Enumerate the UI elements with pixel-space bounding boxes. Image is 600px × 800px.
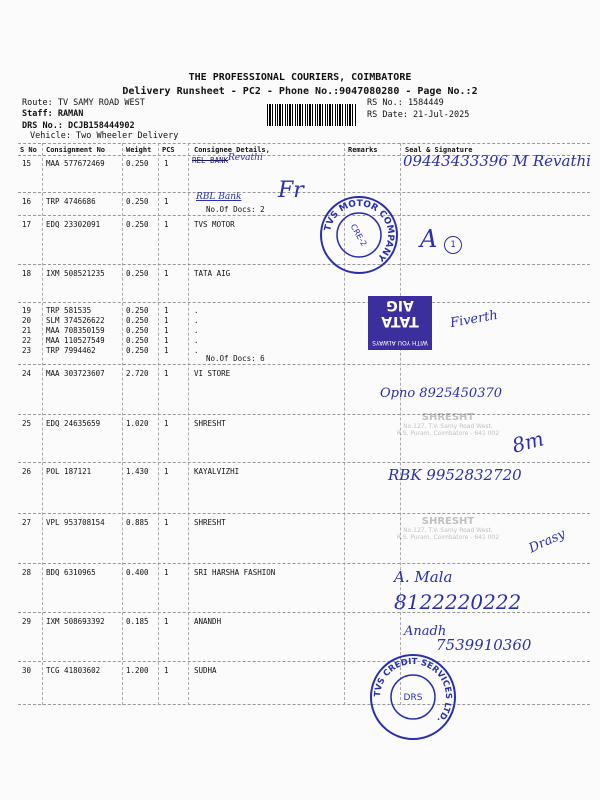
row-consignment: VPL 953708154 xyxy=(46,518,105,527)
staff: Staff: RAMAN xyxy=(22,109,84,119)
col-sep xyxy=(188,143,189,705)
row-weight: 0.185 xyxy=(126,617,149,626)
rs-date: RS Date: 21-Jul-2025 xyxy=(367,110,470,120)
row-consignee: ANANDH xyxy=(194,617,222,626)
row-consignee: . xyxy=(194,316,199,325)
row-consignment: IXM 508521235 xyxy=(46,269,105,278)
signature-r27: Drasy xyxy=(526,526,568,557)
docs-count-note: No.Of Docs: 6 xyxy=(206,354,265,363)
row-consignee: . xyxy=(194,336,199,345)
svg-text:DRS: DRS xyxy=(403,693,423,703)
shresht-stamp: SHRESHT No.127, T.V. Samy Road West, R.S. Puram, Coimbatore - 641 002 xyxy=(396,412,500,437)
handwritten-r24: Opno 8925450370 xyxy=(380,386,503,401)
handwritten-r29-name: Anadh xyxy=(404,624,447,639)
handwritten-r28-phone: 8122220222 xyxy=(394,590,522,614)
row-consignment: BDQ 6310965 xyxy=(46,568,96,577)
svg-text:TVS CREDIT SERVICES LTD.: TVS CREDIT SERVICES LTD. xyxy=(372,656,454,725)
row-divider xyxy=(18,462,590,463)
row-consignee: TATA AIG xyxy=(194,269,231,278)
col-consignment: Consignment No xyxy=(46,146,106,154)
row-sno: 27 xyxy=(22,518,32,527)
row-consignment: MAA 110527549 xyxy=(46,336,105,345)
row-pcs: 1 xyxy=(164,159,169,168)
row-weight: 0.250 xyxy=(126,159,149,168)
row-consignee: SRI HARSHA FASHION xyxy=(194,568,276,577)
company-title: THE PROFESSIONAL COURIERS, COIMBATORE xyxy=(188,72,412,83)
row-consignment: POL 187121 xyxy=(46,467,92,476)
row-pcs: 1 xyxy=(164,306,169,315)
row-sno: 17 xyxy=(22,220,32,229)
row-pcs: 1 xyxy=(164,346,169,355)
row-sno: 24 xyxy=(22,369,32,378)
row-sno: 21 xyxy=(22,326,32,335)
row-weight: 0.250 xyxy=(126,197,149,206)
row-divider xyxy=(18,513,590,514)
row-sno: 30 xyxy=(22,666,32,675)
barcode xyxy=(267,104,357,126)
handwritten-scribble: Revathi xyxy=(228,153,263,163)
row-weight: 1.200 xyxy=(126,666,149,675)
row-pcs: 1 xyxy=(164,568,169,577)
runsheet-subtitle: Delivery Runsheet - PC2 - Phone No.:9047080280 - Page No.:2 xyxy=(122,86,478,97)
row-consignment: TRP 581535 xyxy=(46,306,92,315)
row-weight: 0.250 xyxy=(126,269,149,278)
row-consignment: IXM 508693392 xyxy=(46,617,105,626)
tvs-credit-stamp xyxy=(368,652,458,742)
row-pcs: 1 xyxy=(164,220,169,229)
row-sno: 16 xyxy=(22,197,32,206)
row-weight: 0.250 xyxy=(126,316,149,325)
row-consignee: SHRESHT xyxy=(194,518,226,527)
row-sno: 26 xyxy=(22,467,32,476)
row-sno: 22 xyxy=(22,336,32,345)
row-divider xyxy=(18,215,590,216)
row-divider xyxy=(18,563,590,564)
row-weight: 0.250 xyxy=(126,346,149,355)
row-sno: 20 xyxy=(22,316,32,325)
row-pcs: 1 xyxy=(164,467,169,476)
col-consignee: Consignee Details, xyxy=(194,146,270,154)
row-consignment: EDQ 24635659 xyxy=(46,419,101,428)
rs-number: RS No.: 1584449 xyxy=(367,98,444,108)
col-sep xyxy=(158,143,159,705)
row-consignee: SUDHA xyxy=(194,666,217,675)
row-pcs: 1 xyxy=(164,518,169,527)
row-consignment: MAA 303723607 xyxy=(46,369,105,378)
row-pcs: 1 xyxy=(164,617,169,626)
table-top-rule xyxy=(18,143,590,144)
row-divider xyxy=(18,192,590,193)
tata-aig-stamp: WITH YOU ALWAYS TATA AIG xyxy=(368,296,432,350)
row-divider xyxy=(18,661,590,662)
row-consignee: TVS MOTOR xyxy=(194,220,235,229)
row-weight: 0.250 xyxy=(126,336,149,345)
handwritten-r26: RBK 9952832720 xyxy=(388,466,522,484)
struck-text: REL BANK xyxy=(192,156,229,165)
row-consignee: SHRESHT xyxy=(194,419,226,428)
docs-count-note: No.Of Docs: 2 xyxy=(206,205,265,214)
row-consignment: EDQ 23302091 xyxy=(46,220,101,229)
row-weight: 0.250 xyxy=(126,326,149,335)
handwritten-r15: 09443433396 M Revathi xyxy=(403,152,591,170)
row-consignee: KAYALVIZHI xyxy=(194,467,240,476)
row-divider xyxy=(18,364,590,365)
row-pcs: 1 xyxy=(164,197,169,206)
col-pcs: PCS xyxy=(162,146,175,154)
col-seal-signature: Seal & Signature xyxy=(405,146,473,154)
row-weight: 2.720 xyxy=(126,369,149,378)
row-consignment: TRP 4746686 xyxy=(46,197,96,206)
signature-r16: Fr xyxy=(278,178,304,203)
row-consignment: MAA 577672469 xyxy=(46,159,105,168)
row-pcs: 1 xyxy=(164,666,169,675)
row-sno: 23 xyxy=(22,346,32,355)
row-pcs: 1 xyxy=(164,316,169,325)
row-pcs: 1 xyxy=(164,269,169,278)
row-weight: 0.250 xyxy=(126,220,149,229)
row-sno: 25 xyxy=(22,419,32,428)
row-consignee: . xyxy=(194,326,199,335)
row-sno: 18 xyxy=(22,269,32,278)
row-sno: 19 xyxy=(22,306,32,315)
row-divider xyxy=(18,704,590,705)
vehicle: Vehicle: Two Wheeler Delivery xyxy=(30,131,179,141)
row-consignee: . xyxy=(194,346,199,355)
row-pcs: 1 xyxy=(164,369,169,378)
row-weight: 0.885 xyxy=(126,518,149,527)
signature-r17: A xyxy=(420,225,438,253)
col-sno: S No xyxy=(20,146,37,154)
row-consignment: TRP 7994462 xyxy=(46,346,96,355)
col-sep xyxy=(122,143,123,705)
handwritten-r29-phone: 7539910360 xyxy=(436,636,532,654)
row-weight: 1.430 xyxy=(126,467,149,476)
handwritten-r16-name: RBL Bank xyxy=(196,192,242,202)
col-sep xyxy=(42,143,43,705)
shresht-stamp: SHRESHT No.127, T.V. Samy Road West, R.S. Puram, Coimbatore - 641 002 xyxy=(396,516,500,541)
row-pcs: 1 xyxy=(164,326,169,335)
svg-text:CRE-2: CRE-2 xyxy=(348,222,369,248)
row-weight: 1.020 xyxy=(126,419,149,428)
row-weight: 0.250 xyxy=(126,306,149,315)
row-consignee: VI STORE xyxy=(194,369,231,378)
handwritten-r28-name: A. Mala xyxy=(394,568,453,586)
row-divider xyxy=(18,302,590,303)
signature-r25: 8m xyxy=(509,426,547,458)
row-consignment: MAA 708350159 xyxy=(46,326,105,335)
col-weight: Weight xyxy=(126,146,152,154)
col-remarks: Remarks xyxy=(348,146,378,154)
row-consignee: . xyxy=(194,306,199,315)
row-sno: 28 xyxy=(22,568,32,577)
row-consignment: SLM 374526622 xyxy=(46,316,105,325)
row-consignment: TCG 41803602 xyxy=(46,666,101,675)
circle-mark: 1 xyxy=(444,236,462,254)
svg-text:TVS MOTOR COMPANY: TVS MOTOR COMPANY xyxy=(323,198,396,263)
row-weight: 0.400 xyxy=(126,568,149,577)
drs-number: DRS No.: DCJB158444902 xyxy=(22,121,135,131)
row-sno: 15 xyxy=(22,159,32,168)
route: Route: TV SAMY ROAD WEST xyxy=(22,98,145,108)
row-divider xyxy=(18,264,590,265)
row-sno: 29 xyxy=(22,617,32,626)
tvs-motor-stamp xyxy=(318,194,400,276)
signature-r18: Fiverth xyxy=(449,307,499,332)
row-pcs: 1 xyxy=(164,336,169,345)
row-pcs: 1 xyxy=(164,419,169,428)
row-divider xyxy=(18,414,590,415)
